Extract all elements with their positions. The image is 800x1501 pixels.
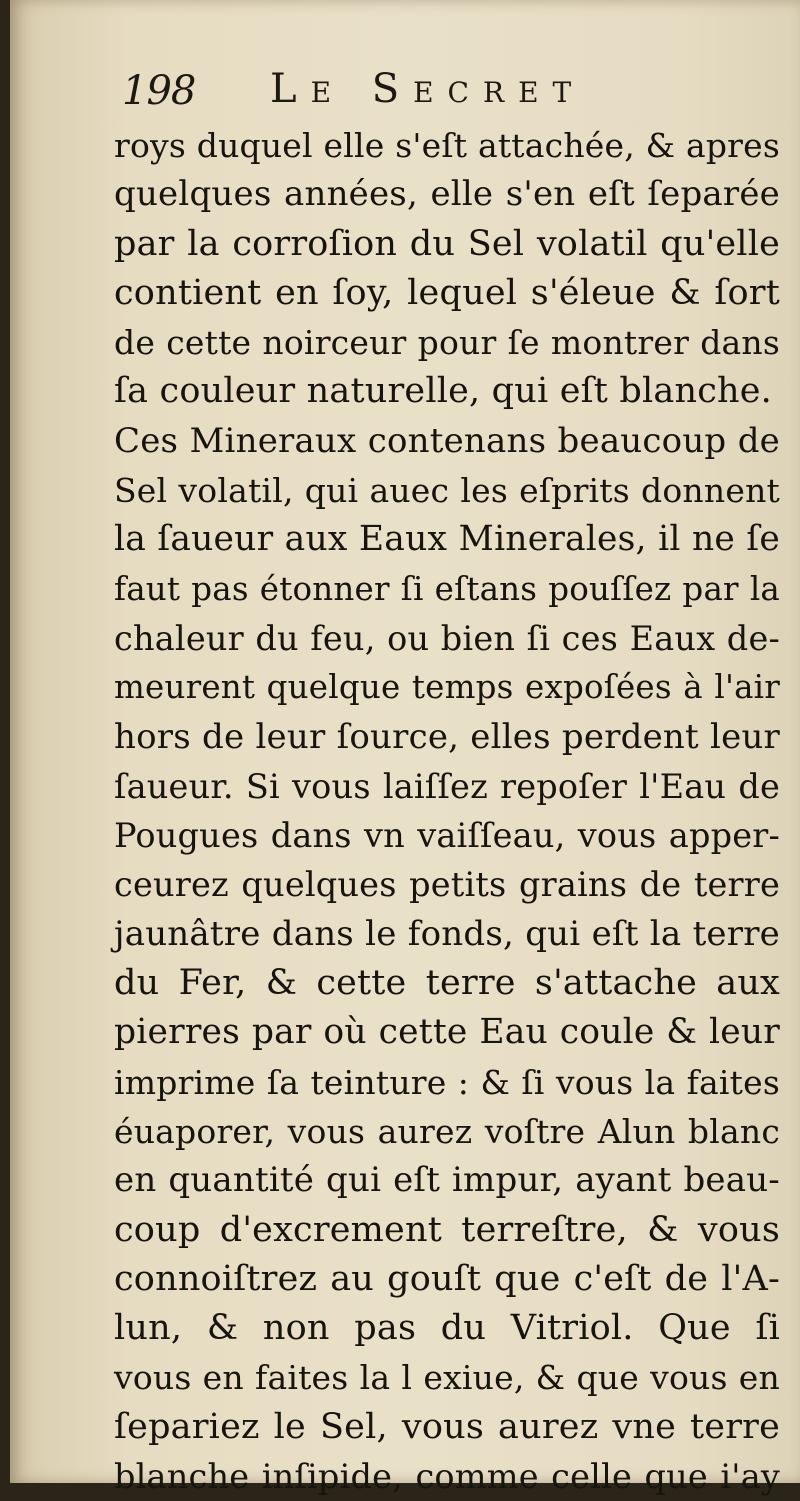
running-title: Le Secret bbox=[270, 66, 586, 112]
text-line: lun, & non pas du Vitriol. Que ſi bbox=[114, 1308, 780, 1349]
text-line: ſaueur. Si vous laiſſez repoſer l'Eau de bbox=[114, 766, 780, 806]
text-line: Sel volatil, qui auec les eſprits donnent bbox=[114, 471, 780, 511]
text-line: ceurez quelques petits grains de terre bbox=[114, 865, 780, 905]
text-line: de cette noirceur pour ſe montrer dans bbox=[114, 323, 780, 363]
text-line: la ſaueur aux Eaux Minerales, il ne ſe bbox=[114, 519, 780, 560]
text-line: chaleur du feu, ou bien ſi ces Eaux de- bbox=[114, 618, 780, 658]
text-line: par la corroſion du Sel volatil qu'elle bbox=[114, 223, 780, 264]
text-line: coup d'excrement terreſtre, & vous bbox=[114, 1209, 780, 1250]
text-line: en quantité qui eſt impur, ayant beau- bbox=[114, 1160, 780, 1201]
text-line: imprime ſa teinture : & ſi vous la faites bbox=[114, 1062, 780, 1102]
text-line: hors de leur ſource, elles perdent leur bbox=[114, 716, 780, 757]
text-line: vous en faites la l exiue, & que vous en bbox=[114, 1358, 780, 1398]
page-number: 198 bbox=[122, 68, 196, 114]
text-line: Ces Mineraux contenans beaucoup de bbox=[114, 420, 780, 461]
text-line: blanche inſipide, comme celle que i'ay bbox=[114, 1457, 780, 1497]
body-text bbox=[114, 121, 780, 1501]
text-line: Pougues dans vn vaiſſeau, vous apper- bbox=[114, 816, 780, 856]
text-line: pierres par où cette Eau coule & leur bbox=[114, 1012, 780, 1053]
text-line: jaunâtre dans le fonds, qui eſt la terre bbox=[114, 913, 780, 954]
page-header bbox=[122, 58, 722, 120]
text-line: ſa couleur naturelle, qui eſt blanche. bbox=[114, 371, 772, 412]
text-line: contient en ſoy, lequel s'éleue & ſort bbox=[114, 272, 780, 313]
text-line: quelques années, elle s'en eſt ſeparée bbox=[114, 174, 780, 215]
book-page bbox=[10, 0, 800, 1497]
text-line: faut pas étonner ſi eſtans pouſſez par la bbox=[114, 569, 780, 608]
text-line: meurent quelque temps expoſées à l'air bbox=[114, 668, 780, 707]
text-line: ſepariez le Sel, vous aurez vne terre bbox=[114, 1406, 780, 1447]
text-line: éuaporer, vous aurez voſtre Alun blanc bbox=[114, 1111, 780, 1151]
text-line: roys duquel elle s'eſt attachée, & apres bbox=[114, 126, 780, 165]
text-line: connoiſtrez au gouſt que c'eſt de l'A- bbox=[114, 1258, 780, 1299]
text-line: du Fer, & cette terre s'attache aux bbox=[114, 963, 780, 1004]
